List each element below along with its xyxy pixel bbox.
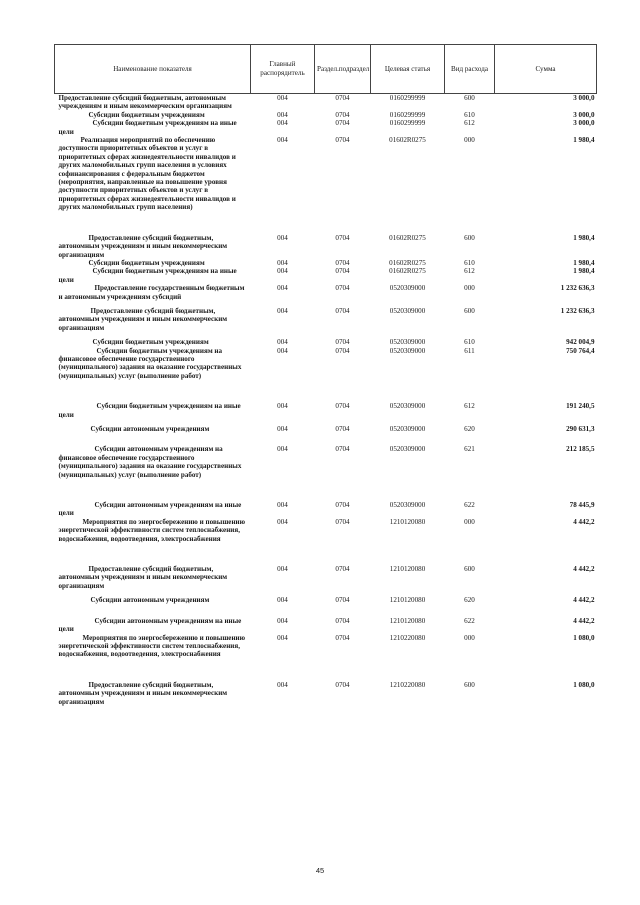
cell-indicator-name: Реализация мероприятий по обеспечению доступности приоритетных объектов и услуг в приоритетных сферах жизнедеятельности инвалидов и других маломобильных групп населения в условиях софинансирования с федеральным бюджетом (мероприятия, направленные на повышение уровня доступности приоритетных объектов и услуг в приоритетных сферах жизнедеятельности инвалидов и других маломобильных групп населения)	[58, 136, 236, 212]
cell-chief-administrator: 004	[277, 284, 288, 293]
cell-expense-type: 600	[464, 233, 475, 242]
cell-expense-type: 610	[464, 258, 475, 267]
header-amount: Сумма	[495, 45, 597, 94]
cell-section-subsection: 0704	[335, 233, 350, 242]
cell-expense-type: 610	[464, 110, 475, 119]
cell-chief-administrator: 004	[277, 267, 288, 276]
cell-indicator-name: Субсидии бюджетным учреждениям на иные цели	[58, 119, 237, 136]
cell-target-item: 0520309000	[389, 445, 426, 454]
cell-section-subsection: 0704	[335, 258, 350, 267]
cell-amount: 1 980,4	[573, 267, 595, 276]
cell-section-subsection: 0704	[335, 110, 350, 119]
cell-chief-administrator: 004	[277, 445, 288, 454]
cell-amount: 4 442,2	[573, 596, 595, 605]
cell-chief-administrator: 004	[277, 616, 288, 625]
cell-chief-administrator: 004	[277, 136, 288, 145]
cell-indicator-name: Мероприятия по энергосбережению и повышению энергетической эффективности систем теплоснабжения, водоснабжения, водоотведения, электроснабжения	[58, 517, 246, 543]
table-row	[55, 267, 597, 284]
cell-indicator-name: Субсидии автономным учреждениям	[90, 425, 210, 433]
cell-target-item: 0160299999	[389, 94, 426, 102]
cell-target-item: 1210120080	[389, 616, 426, 625]
cell-indicator-name: Субсидии бюджетным учреждениям на иные цели	[58, 267, 237, 284]
cell-amount: 290 631,3	[566, 425, 595, 433]
cell-amount: 3 000,0	[573, 94, 595, 102]
cell-indicator-name: Мероприятия по энергосбережению и повышению энергетической эффективности систем теплоснабжения, водоснабжения, водоотведения, электроснабжения	[58, 633, 246, 659]
cell-amount: 4 442,2	[573, 616, 595, 625]
cell-target-item: 1210120080	[389, 596, 426, 605]
table-row	[55, 347, 597, 403]
cell-expense-type: 000	[464, 284, 475, 293]
header-chief-administrator: Главный распорядитель	[251, 45, 315, 94]
table-row	[55, 565, 597, 596]
cell-section-subsection: 0704	[335, 596, 350, 605]
cell-section-subsection: 0704	[335, 633, 350, 642]
budget-table	[54, 44, 597, 706]
cell-expense-type: 622	[464, 501, 475, 510]
cell-target-item: 0520309000	[389, 338, 426, 347]
cell-target-item: 01602R0275	[389, 267, 426, 276]
cell-amount: 1 232 636,3	[560, 306, 595, 315]
cell-chief-administrator: 004	[277, 680, 288, 689]
cell-indicator-name: Субсидии автономным учреждениям на финансовое обеспечение государственного (муниципального) задания на оказание государственных (муниципальных) услуг (выполнение работ)	[58, 445, 242, 479]
cell-chief-administrator: 004	[277, 346, 288, 355]
cell-indicator-name: Субсидии бюджетным учреждениям на иные цели	[58, 402, 241, 419]
table-row	[55, 634, 597, 681]
cell-target-item: 0520309000	[389, 402, 426, 411]
table-header	[55, 45, 597, 94]
cell-chief-administrator: 004	[277, 633, 288, 642]
table-row	[55, 402, 597, 425]
cell-indicator-name: Предоставление субсидий бюджетным, автономным учреждениям и иным некоммерческим организациям	[58, 94, 232, 111]
cell-section-subsection: 0704	[335, 616, 350, 625]
table-row	[55, 136, 597, 234]
cell-amount: 1 980,4	[573, 233, 595, 242]
cell-chief-administrator: 004	[277, 119, 288, 128]
cell-section-subsection: 0704	[335, 136, 350, 145]
table-row	[55, 445, 597, 501]
cell-indicator-name: Субсидии бюджетным учреждениям	[88, 258, 205, 267]
cell-expense-type: 000	[464, 633, 475, 642]
table-row	[55, 425, 597, 445]
cell-section-subsection: 0704	[335, 284, 350, 293]
cell-amount: 3 000,0	[573, 110, 595, 119]
cell-expense-type: 620	[464, 596, 475, 605]
cell-target-item: 0160299999	[389, 119, 426, 128]
table-row	[55, 617, 597, 634]
cell-chief-administrator: 004	[277, 338, 288, 347]
header-target-item: Целевая статья	[371, 45, 445, 94]
cell-expense-type: 600	[464, 306, 475, 315]
cell-expense-type: 610	[464, 338, 475, 347]
cell-section-subsection: 0704	[335, 94, 350, 102]
cell-section-subsection: 0704	[335, 517, 350, 526]
table-row	[55, 234, 597, 259]
table-row	[55, 681, 597, 706]
cell-section-subsection: 0704	[335, 306, 350, 315]
table-row	[55, 119, 597, 136]
cell-section-subsection: 0704	[335, 425, 350, 433]
cell-amount: 1 232 636,3	[560, 284, 595, 293]
cell-indicator-name: Субсидии автономным учреждениям на иные цели	[58, 616, 242, 634]
cell-section-subsection: 0704	[335, 267, 350, 276]
cell-amount: 750 764,4	[566, 346, 595, 355]
cell-target-item: 1210120080	[389, 565, 426, 574]
table-row	[55, 596, 597, 616]
cell-amount: 1 080,0	[573, 633, 595, 642]
table-header-row	[55, 45, 597, 94]
cell-indicator-name: Субсидии бюджетным учреждениям	[88, 110, 205, 119]
cell-indicator-name: Предоставление субсидий бюджетным, автономным учреждениям и иным некоммерческим организациям	[58, 565, 228, 590]
cell-amount: 4 442,2	[573, 517, 595, 526]
cell-indicator-name: Предоставление государственным бюджетным и автономным учреждениям субсидий	[58, 284, 245, 301]
header-expense-type: Вид расхода	[445, 45, 495, 94]
cell-target-item: 01602R0275	[389, 136, 426, 145]
cell-target-item: 1210220080	[389, 633, 426, 642]
cell-chief-administrator: 004	[277, 233, 288, 242]
cell-expense-type: 612	[464, 402, 475, 411]
cell-section-subsection: 0704	[335, 680, 350, 689]
cell-target-item: 0520309000	[389, 425, 426, 433]
cell-target-item: 0520309000	[389, 284, 426, 293]
table-row	[55, 338, 597, 346]
cell-expense-type: 620	[464, 425, 475, 433]
cell-expense-type: 600	[464, 680, 475, 689]
cell-amount: 191 240,5	[566, 402, 595, 411]
cell-target-item: 01602R0275	[389, 233, 426, 242]
header-section-subsection: Раздел.подраздел	[315, 45, 371, 94]
cell-section-subsection: 0704	[335, 346, 350, 355]
cell-indicator-name: Субсидии бюджетным учреждениям	[92, 338, 209, 347]
cell-chief-administrator: 004	[277, 110, 288, 119]
cell-target-item: 0160299999	[389, 110, 426, 119]
cell-chief-administrator: 004	[277, 425, 288, 433]
cell-indicator-name: Субсидии бюджетным учреждениям на финансовое обеспечение государственного (муниципального) задания на оказание государственных (муниципальных) услуг (выполнение работ)	[58, 346, 242, 380]
cell-expense-type: 611	[464, 346, 475, 355]
cell-chief-administrator: 004	[277, 517, 288, 526]
cell-chief-administrator: 004	[277, 501, 288, 510]
page-number: 45	[315, 866, 325, 875]
cell-section-subsection: 0704	[335, 445, 350, 454]
cell-target-item: 1210120080	[389, 517, 426, 526]
cell-expense-type: 600	[464, 565, 475, 574]
cell-amount: 1 080,0	[573, 680, 595, 689]
table-body	[55, 94, 597, 706]
table-row	[55, 94, 597, 111]
table-row	[55, 111, 597, 119]
cell-target-item: 01602R0275	[389, 258, 426, 267]
cell-section-subsection: 0704	[335, 119, 350, 128]
cell-chief-administrator: 004	[277, 596, 288, 605]
table-row	[55, 284, 597, 307]
cell-indicator-name: Предоставление субсидий бюджетным, автономным учреждениям и иным некоммерческим организациям	[58, 233, 228, 259]
cell-amount: 1 980,4	[573, 258, 595, 267]
cell-section-subsection: 0704	[335, 402, 350, 411]
cell-indicator-name: Предоставление субсидий бюджетным, автономным учреждениям и иным некоммерческим организациям	[58, 306, 228, 332]
cell-chief-administrator: 004	[277, 258, 288, 267]
cell-amount: 78 445,9	[569, 501, 595, 510]
cell-chief-administrator: 004	[277, 306, 288, 315]
cell-expense-type: 600	[464, 94, 475, 102]
cell-chief-administrator: 004	[277, 402, 288, 411]
cell-chief-administrator: 004	[277, 565, 288, 574]
cell-target-item: 1210220080	[389, 680, 426, 689]
cell-indicator-name: Субсидии автономным учреждениям	[90, 596, 210, 605]
table-row	[55, 501, 597, 518]
cell-target-item: 0520309000	[389, 501, 426, 510]
cell-chief-administrator: 004	[277, 94, 288, 102]
cell-expense-type: 000	[464, 136, 475, 145]
cell-amount: 3 000,0	[573, 119, 595, 128]
table-row	[55, 259, 597, 267]
table-row	[55, 518, 597, 565]
header-indicator-name: Наименование показателя	[55, 45, 251, 94]
cell-indicator-name: Субсидии автономным учреждениям на иные цели	[58, 501, 242, 518]
cell-amount: 942 004,9	[566, 338, 595, 347]
cell-amount: 4 442,2	[573, 565, 595, 574]
cell-expense-type: 621	[464, 445, 475, 454]
cell-section-subsection: 0704	[335, 338, 350, 347]
cell-expense-type: 000	[464, 517, 475, 526]
table-row	[55, 307, 597, 338]
cell-section-subsection: 0704	[335, 501, 350, 510]
cell-indicator-name: Предоставление субсидий бюджетным, автономным учреждениям и иным некоммерческим организациям	[58, 680, 228, 706]
cell-target-item: 0520309000	[389, 306, 426, 315]
cell-amount: 212 185,5	[566, 445, 595, 454]
cell-expense-type: 622	[464, 616, 475, 625]
cell-target-item: 0520309000	[389, 346, 426, 355]
cell-amount: 1 980,4	[573, 136, 595, 145]
cell-expense-type: 612	[464, 267, 475, 276]
cell-section-subsection: 0704	[335, 565, 350, 574]
cell-expense-type: 612	[464, 119, 475, 128]
